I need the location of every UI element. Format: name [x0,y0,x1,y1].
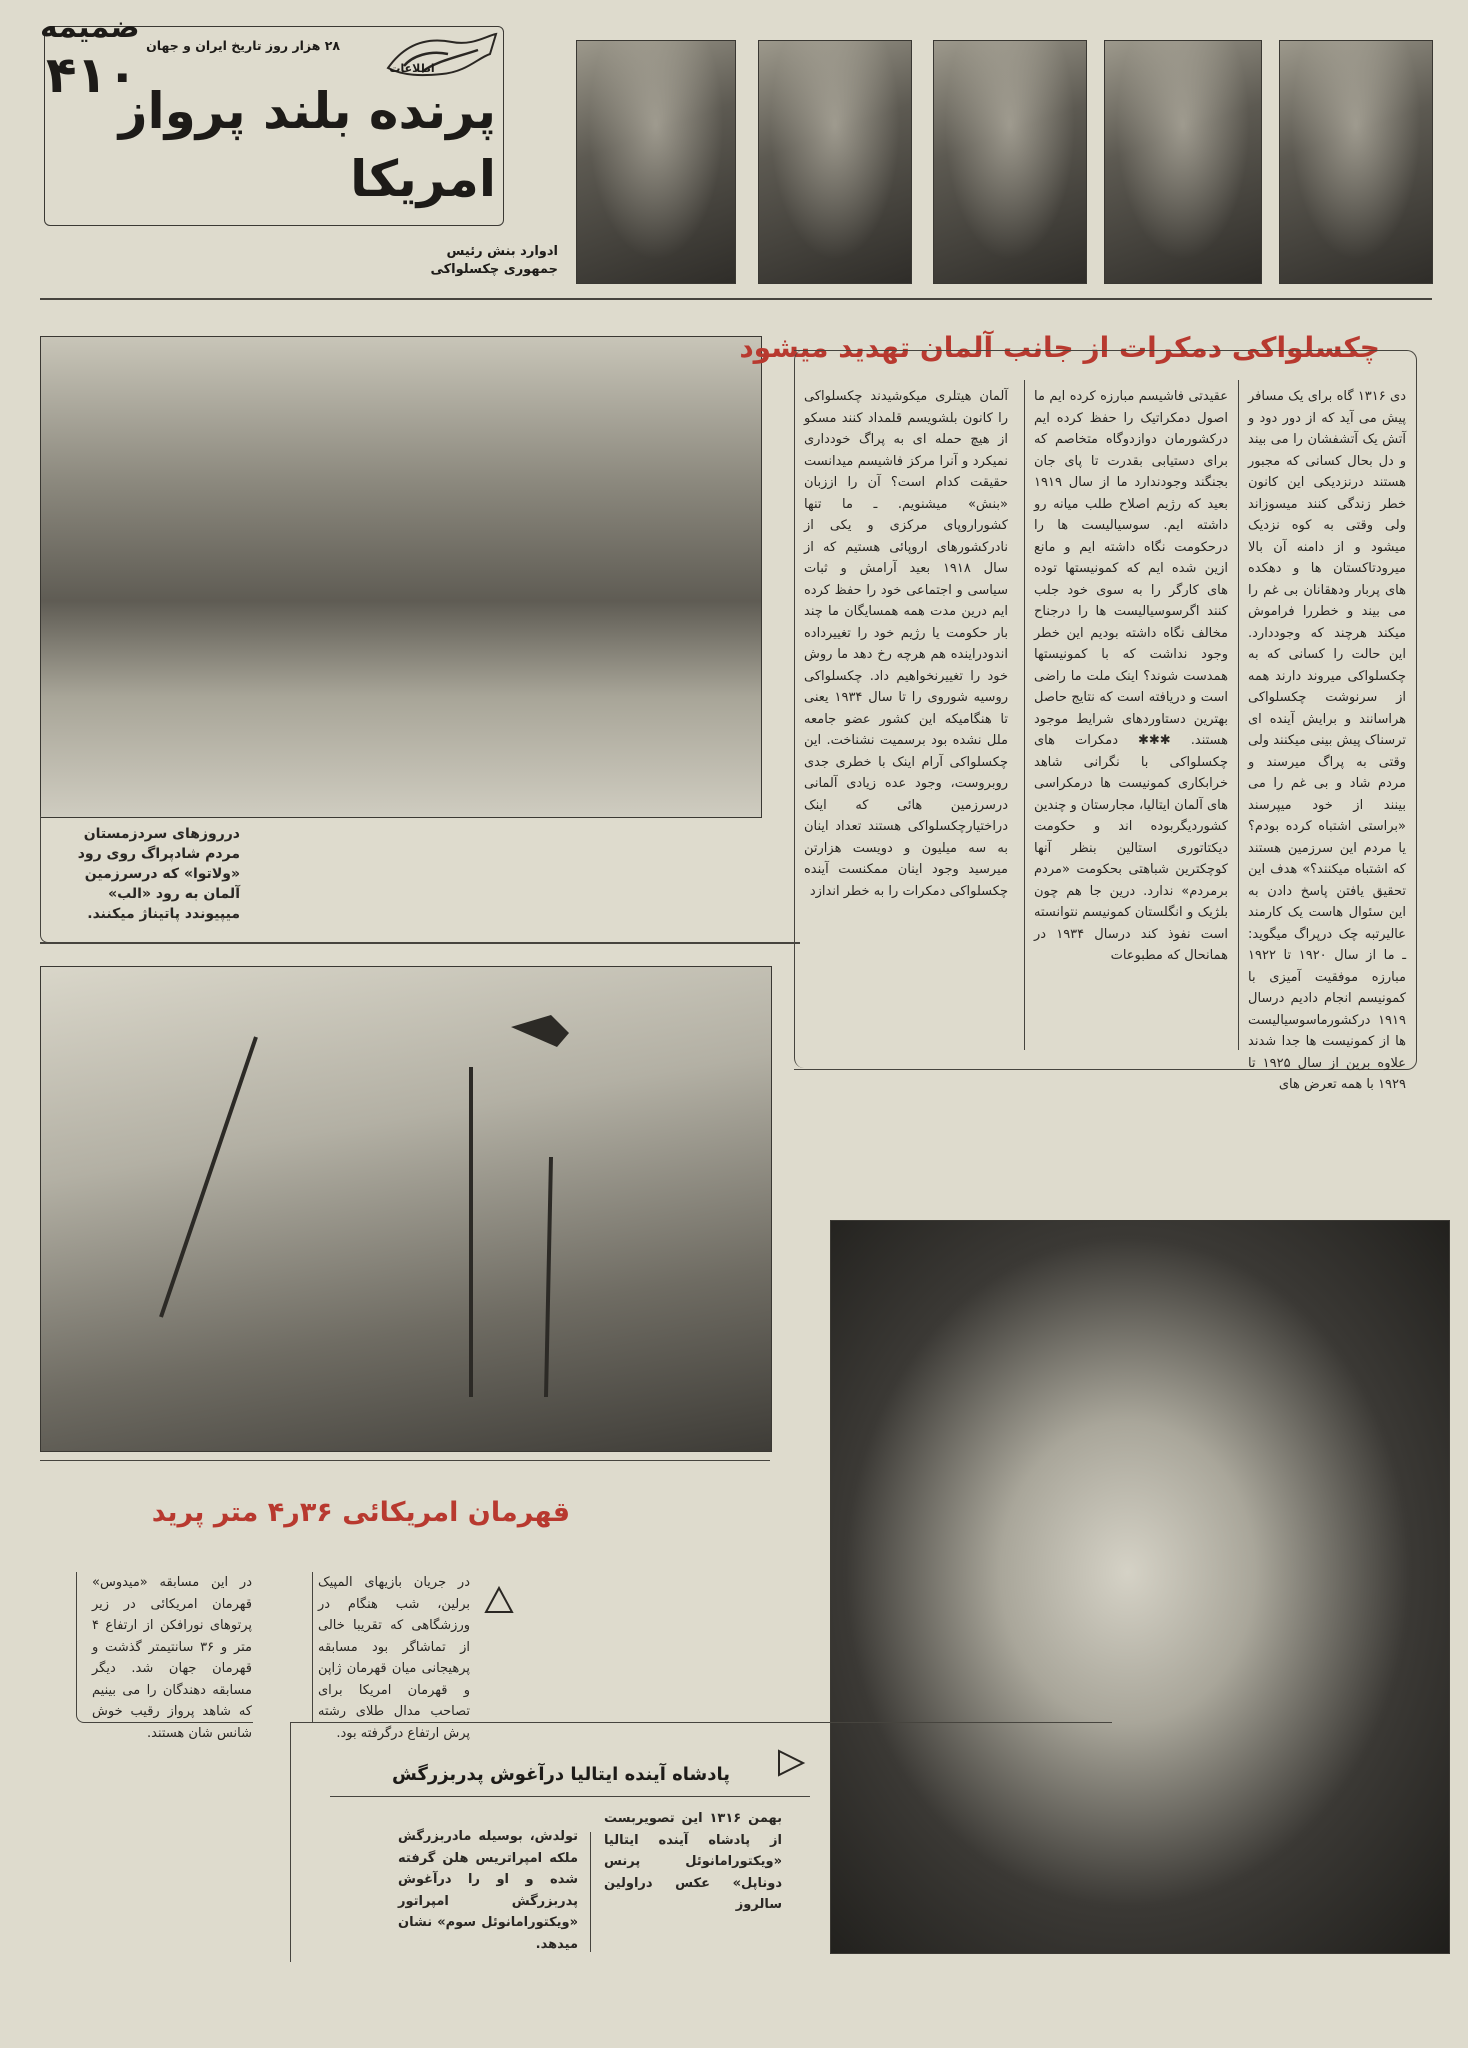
portrait-photo-3 [933,40,1087,284]
olympic-pole-vault-drawing [40,966,772,1452]
czech-article-headline: چکسلواکی دمکرات از جانب آلمان تهدید میشود [739,331,1380,364]
czech-article-col3: آلمان هیتلری میکوشیدند چکسلواکی را کانون بلشویسم قلمداد کنند مسکو از هیچ حمله ای به پراگ خودداری نمیکرد و آنرا مرکز فاشیسم میدانست حقیقت کدام است؟ آن را اززبان «بنش» میشنویم. ـ ما تنها کشوراروپای مرکزی و یکی از نادرکشورهای اروپائی هستیم که از سال ۱۹۱۸ بعید آرامش و ثبات سیاسی و اجتماعی خود را حفظ کرده ایم درین مدت همه همسایگان ما چند بار حکومت یا رژیم خود را تغییرداده اندودراینده هم هرچه رخ دهد ما روش خود را تغییرنخواهیم داد. چکسلواکی روسیه شوروی را تا سال ۱۹۳۴ یعنی تا هنگامیکه این کشور عضو جامعه ملل نشده بود برسمیت نشناخت. این چکسلواکی آرام اینک با خطری جدی روبروست، وجود عده زیادی آلمانی درسرزمین هائی که اینک دراختیارچکسلواکی هستند تعداد اینان به سه میلیون و دویست هزارتن میرسید وجود اینان ممکنست آینده چکسلواکی دمکرات را به خطر اندازد [804,389,1009,899]
supplement-label: ضمیمه [40,10,140,45]
portrait-photo-4 [1104,40,1262,284]
olympic-frame-right [312,1572,314,1722]
olympic-headline: قهرمان امریکائی ۳۶ر۴ متر پرید [151,1497,570,1528]
czech-col-rule-1 [1238,380,1239,1050]
italy-col-rule [590,1832,591,1952]
italy-headline: پادشاه آینده ایتالیا درآغوش پدربزرگش [391,1764,730,1785]
logo-text: اطلاعات [389,62,435,75]
portrait-photo-1 [576,40,736,284]
king-with-grandson-photo [830,1220,1450,1954]
czech-article-col2: عقیدتی فاشیسم مبارزه کرده ایم ما اصول دمکراتیک را حفظ کرده ایم درکشورمان دوازدوگاه متخاصم که برای دستیابی بقدرت تا پای جان بجنگند وجودندارد ما از سال ۱۹۱۹ بعید که رژیم اصلاح طلب میانه رو داشته ایم. سوسیالیست ها را درحکومت نگاه داشته ایم و مانع ازین شده ایم که کمونیستها توده های کارگر را به سوی خود جلب کنند اگرسوسیالیست ها را درجناح مخالف نگاه داشته بودیم این خطر وجود نداشت که با کمونیستها همدست شوند؟ اینک ملت ما راضی است و دریافته است که نتایج حاصل بهترین دستاوردهای شرایط موجود هستند. ✱✱✱ دمکرات های چکسلواکی با نگرانی شاهد خرابکاری کمونیست ها درمکراسی های آلمان ایتالیا، مجارستان و چندین کشوردیگربوده اند و حکومت دیکتاتوری استالین بنظر آنها کوچکترین شباهتی بحکومت «مردم برمردم» ندارد. درین جا هم چون بلژیک و انگلستان کمونیسم نتوانسته است نفوذ کند درسال ۱۹۳۴ در همانحال که مطبوعات [1034,389,1228,963]
olympic-rule [40,1460,770,1461]
newspaper-logo [382,28,500,80]
olympic-col-right: در جریان بازیهای المپیک برلین، شب هنگام در ورزشگاهی که تقریبا خالی از تماشاگر بود مسابقه پرهیجانی میان قهرمان ژاپن و قهرمان امریکا برای تصاحب مدال طلای رشته پرش ارتفاع درگرفته بود. [318,1575,470,1741]
masthead-headline-line2: امریکا [350,150,496,208]
czech-article-col1: دی ۱۳۱۶ گاه برای یک مسافر پیش می آید که از دور دود و آتش یک آتشفشان را می بیند و دل بحال کسانی که مجبور هستند درنزدیکی این کانون خطر زندگی کنند میسوزاند ولی وقتی به کوه نزدیک میشود و از دامنه آن بالا میرودتاکستان ها و دهکده های پربار ودهقانان بی غم را می بیند و خطررا فراموش میکند هرچند که وجوددارد. این حالت را کسانی که به چکسلواکی میروند دارند همه از سرنوشت چکسلواکی هراسانند و برایش آینده ای ترسناک پیش بینی میکنند ولی وقتی به پراگ میرسند و مردم شاد و بی غم را می بینند از خود میپرسند «براستی اشتباه کرده بودم؟ یا مردم این سرزمین هستند که اشتباه میکنند؟» هدف این تحقیق یافتن پاسخ دادن به این سئوال هاست یک کارمند عالیرتبه چک درپراگ میگوید: ـ ما از سال ۱۹۲۰ تا ۱۹۲۲ مبارزه موفقیت آمیزی با کمونیسم انجام دادیم درسال ۱۹۱۹ درکشورماسوسیالیست ها از کمونیست ها جدا شدند علاوه برین از سال ۱۹۲۵ تا ۱۹۲۹ با همه تعرض های [1248,389,1407,1092]
supplement-number: ۴۱۰ [46,46,138,104]
italy-col-right: بهمن ۱۳۱۶ این تصویربست از پادشاه آینده ایتالیا «ویکتورامانوئل پرنس دوناپل» عکس دراولین سالروز [604,1811,782,1912]
czech-col-rule-2 [1024,380,1025,1050]
series-line: ۲۸ هزار روز تاریخ ایران و جهان [146,38,340,53]
prague-caption: درروزهای سردزمستان مردم شادپراگ روی رود «ولاتوا» که درسرزمین آلمان به رود «الب» میپیوندد پاتیناژ میکنند. [77,826,240,922]
portrait-caption-line1: ادوارد بنش رئیس [446,244,558,259]
olympic-col-left: در این مسابقه «میدوس» قهرمان امریکائی در زیر پرتوهای نورافکن از ارتفاع ۴ متر و ۳۶ سانتیمتر گذشت و قهرمان جهان شد. دیگر مسابقه دهندگان را می بینیم که شاهد پرواز رقیب خوش شانس شان هستند. [92,1575,252,1741]
italy-triangle-icon [776,1748,806,1778]
olympic-triangle-icon [484,1586,514,1614]
pole-vault-sketch [41,967,771,1451]
portrait-photo-2 [758,40,912,284]
masthead-headline-line1: پرنده بلند پرواز [118,82,496,140]
italy-frame-left [290,1722,292,1962]
italy-col-left: تولدش، بوسیله مادربزرگش ملکه امپراتریس هلن گرفته شده و او را درآغوش پدربزرگش امپراتور «ویکتورامانوئل سوم» نشان میدهد. [398,1829,578,1952]
top-divider [40,298,1432,300]
prague-winter-photo [40,336,762,818]
prague-caption-bottom-rule [40,942,800,944]
italy-rule [330,1796,810,1797]
portrait-caption-line2: جمهوری چکسلواکی [430,262,558,277]
italy-frame [290,1722,1112,1724]
portrait-photo-5 [1279,40,1433,284]
